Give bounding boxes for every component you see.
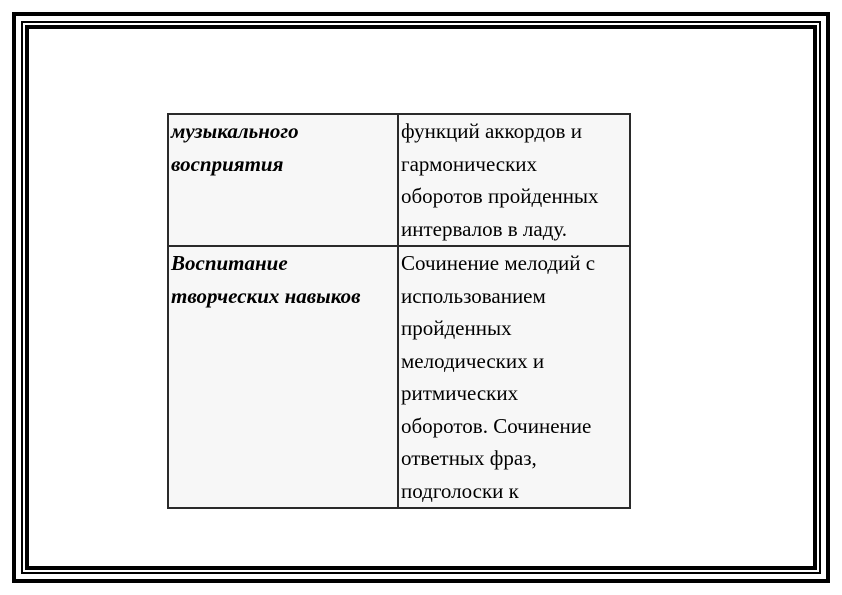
table-row-heading: [168, 114, 398, 246]
content-line: ритмических: [401, 381, 519, 405]
content-line: использованием: [401, 283, 546, 308]
table-row: [168, 114, 630, 246]
heading-line: музыкального: [171, 119, 299, 143]
heading-line: Воспитание: [171, 251, 288, 275]
content-line: Сочинение мелодий с: [401, 251, 596, 275]
content-line: мелодических и: [401, 348, 545, 373]
content-line: оборотов пройденных: [401, 184, 599, 208]
table-row-content: [398, 246, 630, 508]
table-row-content: [398, 114, 630, 246]
heading-line: восприятия: [171, 151, 284, 176]
content-line: интервалов в ладу.: [401, 216, 568, 241]
content-line: функций аккордов и: [401, 119, 582, 143]
heading-line: творческих навыков: [171, 283, 361, 308]
content-line: оборотов. Сочинение: [401, 413, 592, 438]
table-row-heading: [168, 246, 398, 508]
content-line: пройденных: [401, 316, 512, 340]
content-line: подголоски к: [401, 478, 519, 503]
content-line: гармонических: [401, 151, 538, 176]
curriculum-table: [167, 113, 631, 509]
table-row: [168, 246, 630, 508]
content-line: ответных фраз,: [401, 446, 537, 470]
